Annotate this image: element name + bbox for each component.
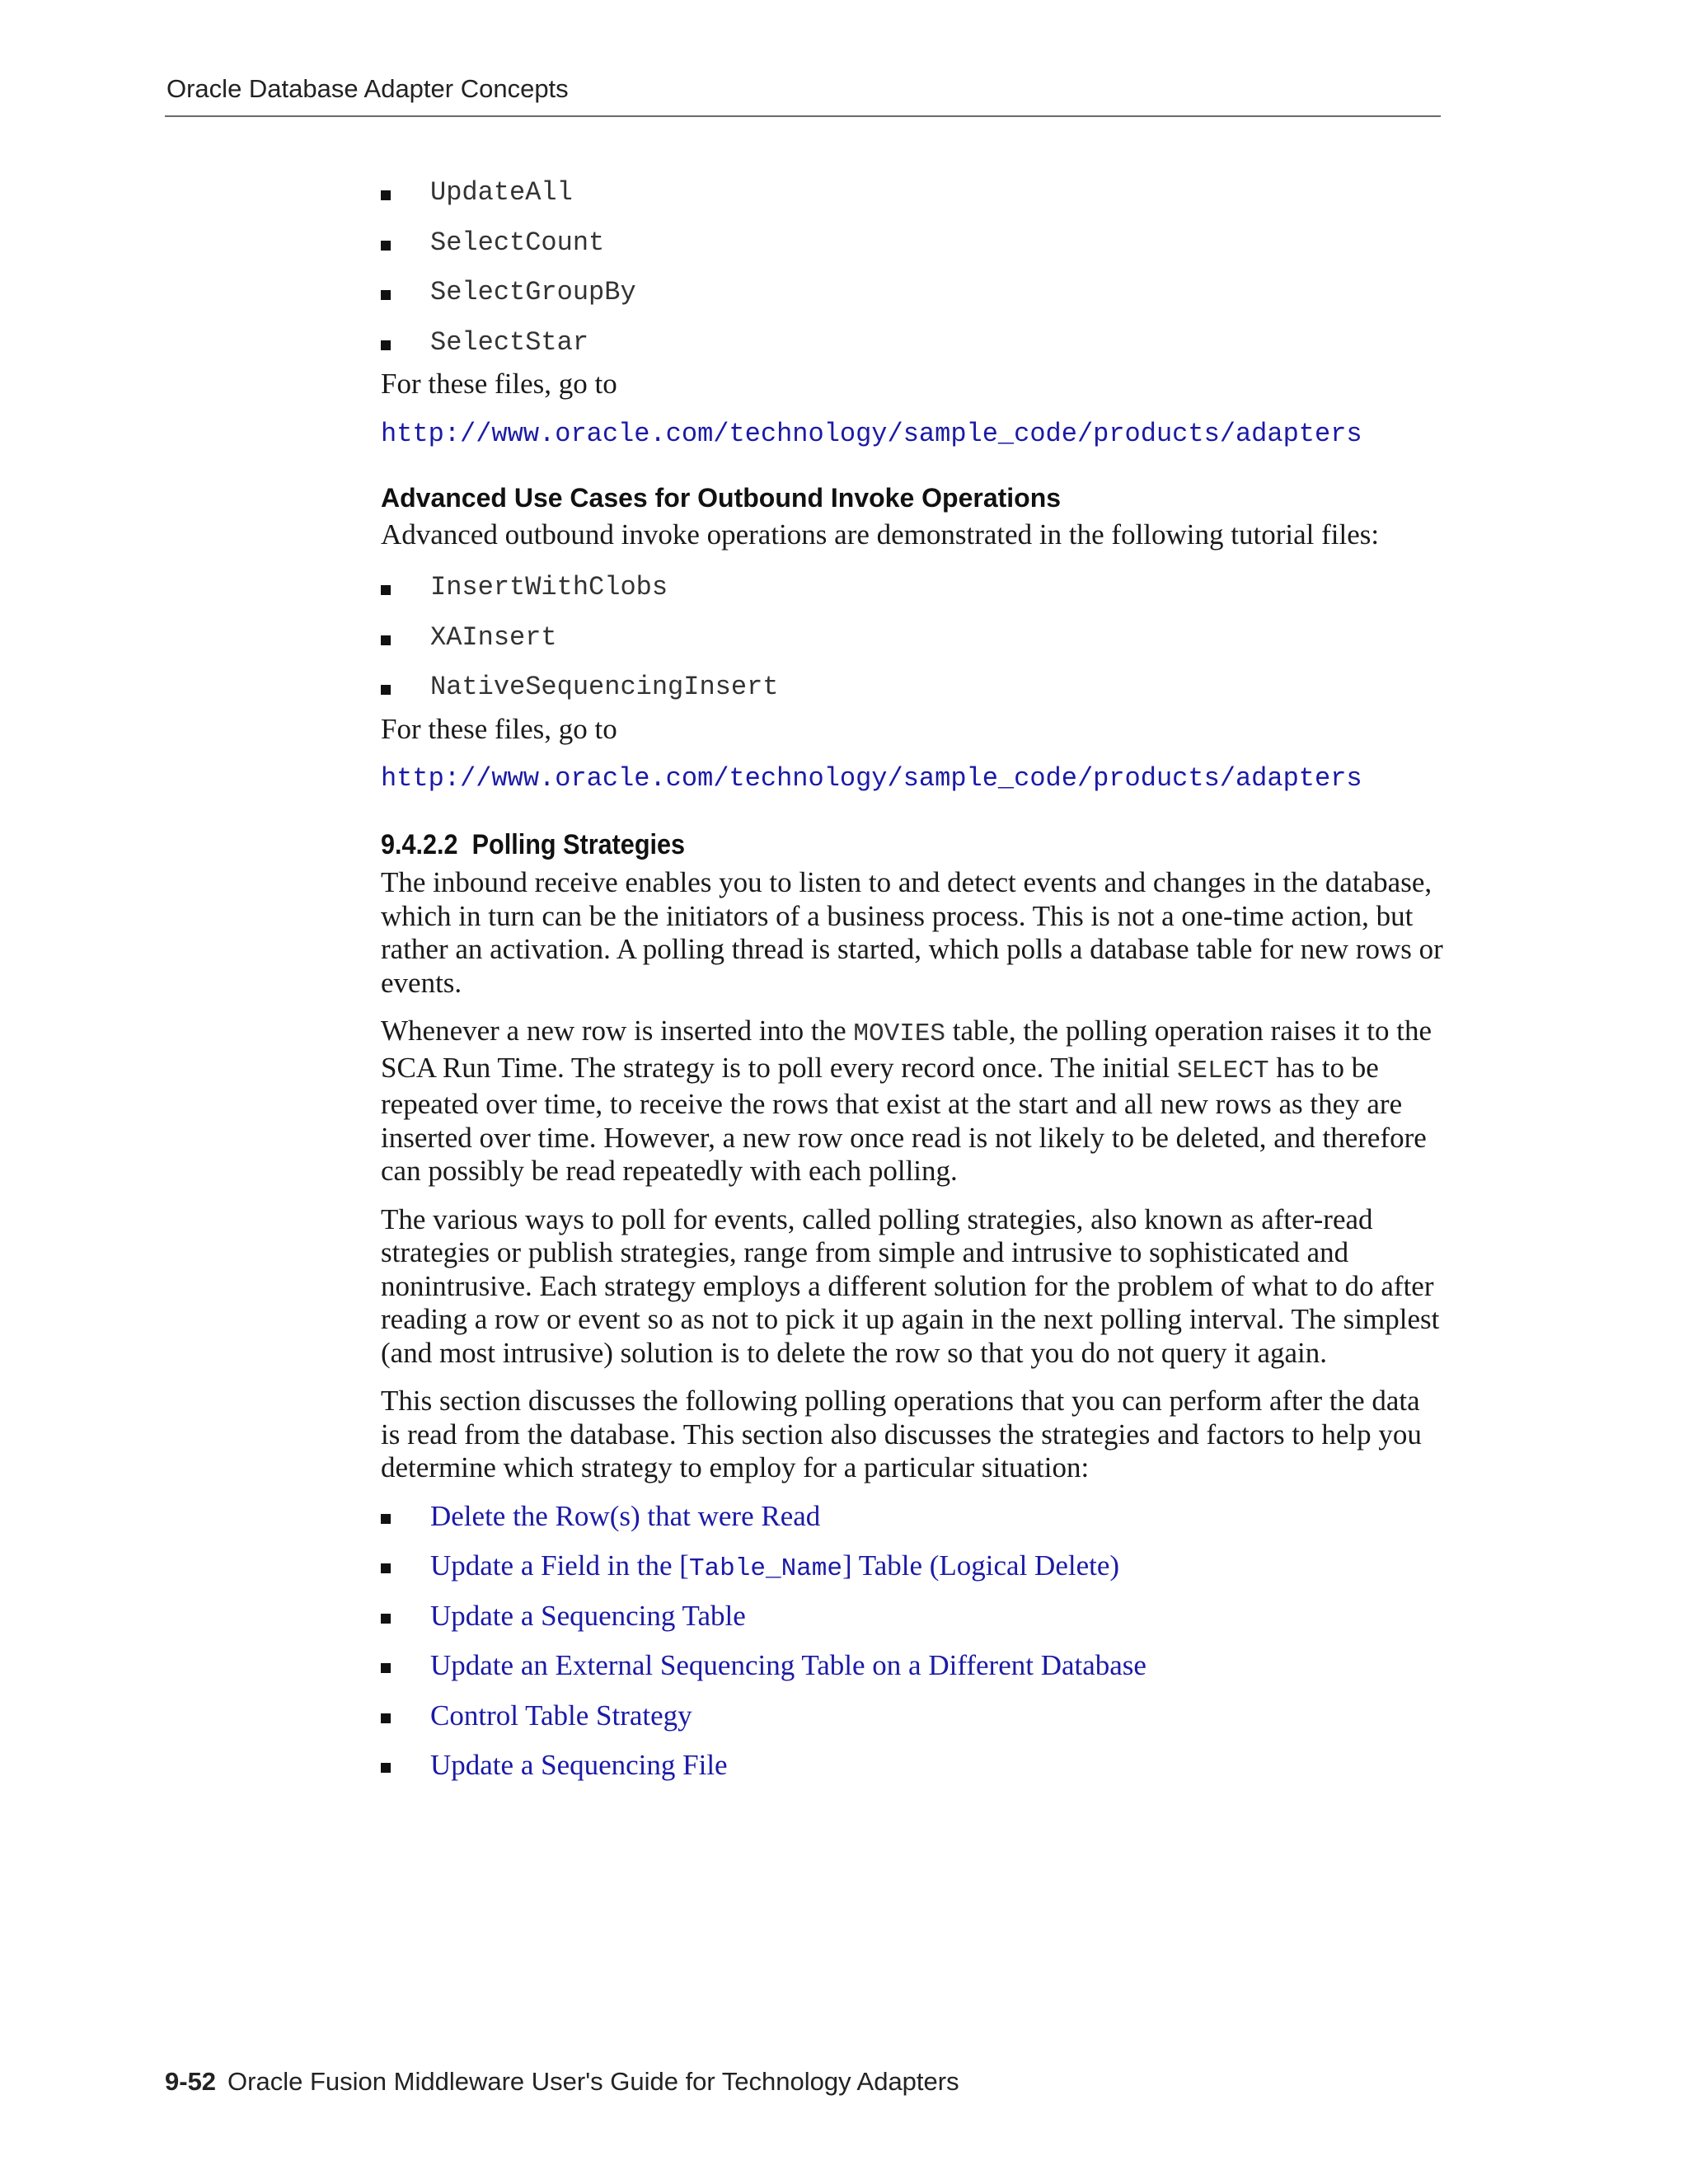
bullet-icon: [381, 340, 391, 350]
bullet-icon: [381, 290, 391, 300]
section-heading: [381, 828, 1338, 861]
paragraph-2: Whenever a new row is inserted into the MOVIES table, the polling operation raises it to the SCA Run Time. The strategy is to poll every record once. The initial SELECT has to be repeated over time, to receive the rows that exist at the start and all new rows as they are inserted over time. However, a new row once read is not likely to be deleted, and therefore can possibly be read repeatedly with each polling.: [381, 1015, 1432, 1187]
page-content: [381, 170, 1444, 1793]
list-item: [381, 615, 1444, 665]
select-code: SELECT: [1176, 1056, 1269, 1085]
bullet-icon: [381, 1614, 391, 1624]
book-title: Oracle Fusion Middleware User's Guide for Technology Adapters: [227, 2067, 959, 2096]
advanced-intro: Advanced outbound invoke operations are demonstrated in the following tutorial files:: [381, 518, 1380, 551]
list-item-text: SelectGroupBy: [430, 277, 636, 307]
list-item: [381, 1742, 1444, 1793]
sample-code-link-2[interactable]: http://www.oracle.com/technology/sample_code/products/adapters: [381, 763, 1362, 794]
list-item-text: InsertWithClobs: [430, 572, 668, 602]
bullet-icon: [381, 241, 391, 251]
for-files-text-2: For these files, go to: [381, 712, 617, 745]
paragraph-4: This section discusses the following polling operations that you can perform after the data is read from the database. This section also discusses the strategies and factors to help you determine which strategy to employ for a particular situation:: [381, 1385, 1422, 1483]
list-item: [381, 1493, 1444, 1544]
header-rule: [165, 115, 1441, 117]
bullet-icon: [381, 1663, 391, 1673]
bullet-icon: [381, 635, 391, 645]
list-item: [381, 320, 1444, 370]
list-item: [381, 1543, 1444, 1593]
list-item: [381, 565, 1444, 615]
list-item: [381, 269, 1444, 320]
bullet-icon: [381, 1563, 391, 1573]
bullet-icon: [381, 1763, 391, 1773]
advanced-files-list: [381, 565, 1444, 715]
list-item-text: SelectStar: [430, 326, 589, 358]
bullet-icon: [381, 685, 391, 695]
list-item: [381, 170, 1444, 220]
running-header: Oracle Database Adapter Concepts: [166, 74, 569, 103]
page-footer: [165, 2067, 959, 2097]
bullet-icon: [381, 190, 391, 200]
list-item: [381, 1693, 1444, 1743]
list-item: [381, 1643, 1444, 1693]
bullet-icon: [381, 1713, 391, 1723]
list-item-text: UpdateAll: [430, 177, 573, 208]
link-sequencing-file[interactable]: Update a Sequencing File: [430, 1749, 728, 1781]
list-item-text: SelectCount: [430, 227, 605, 258]
operations-list: [381, 170, 1444, 369]
sample-code-link-1[interactable]: http://www.oracle.com/technology/sample_code/products/adapters: [381, 418, 1362, 449]
link-control-table-strategy[interactable]: Control Table Strategy: [430, 1699, 692, 1732]
bullet-icon: [381, 585, 391, 595]
page-number: 9-52: [165, 2067, 217, 2096]
section-number: 9.4.2.2: [381, 829, 458, 860]
movies-code: MOVIES: [853, 1019, 946, 1048]
section-title: Polling Strategies: [471, 829, 686, 860]
list-item: [381, 1593, 1444, 1643]
link-logical-delete[interactable]: Update a Field in the [Table_Name] Table (Logical Delete): [430, 1549, 1120, 1583]
list-item: [381, 220, 1444, 270]
polling-operations-list: [381, 1493, 1444, 1793]
for-files-text-1: For these files, go to: [381, 368, 617, 400]
link-delete-rows[interactable]: Delete the Row(s) that were Read: [430, 1499, 821, 1532]
paragraph-1: The inbound receive enables you to listen to and detect events and changes in the database, which in turn can be the initiators of a business process. This is not a one-time action, but rather an activation. A polling thread is started, which polls a database table for new rows or events.: [381, 866, 1443, 999]
link-sequencing-table[interactable]: Update a Sequencing Table: [430, 1599, 746, 1632]
link-external-sequencing-table[interactable]: Update an External Sequencing Table on a Different Database: [430, 1649, 1146, 1681]
list-item-text: XAInsert: [430, 621, 557, 653]
list-item-text: NativeSequencingInsert: [430, 672, 779, 702]
advanced-use-cases-heading: Advanced Use Cases for Outbound Invoke Operations: [381, 482, 1062, 513]
bullet-icon: [381, 1514, 391, 1524]
list-item: [381, 664, 1444, 715]
paragraph-3: The various ways to poll for events, called polling strategies, also known as after-read strategies or publish strategies, range from simple and intrusive to sophisticated and nonintrusive. Each strategy employs a different solution for the problem of what to do after reading a row or event so as not to pick it up again in the next polling interval. The simplest (and most intrusive) solution is to delete the row so that you do not query it again.: [381, 1202, 1440, 1369]
